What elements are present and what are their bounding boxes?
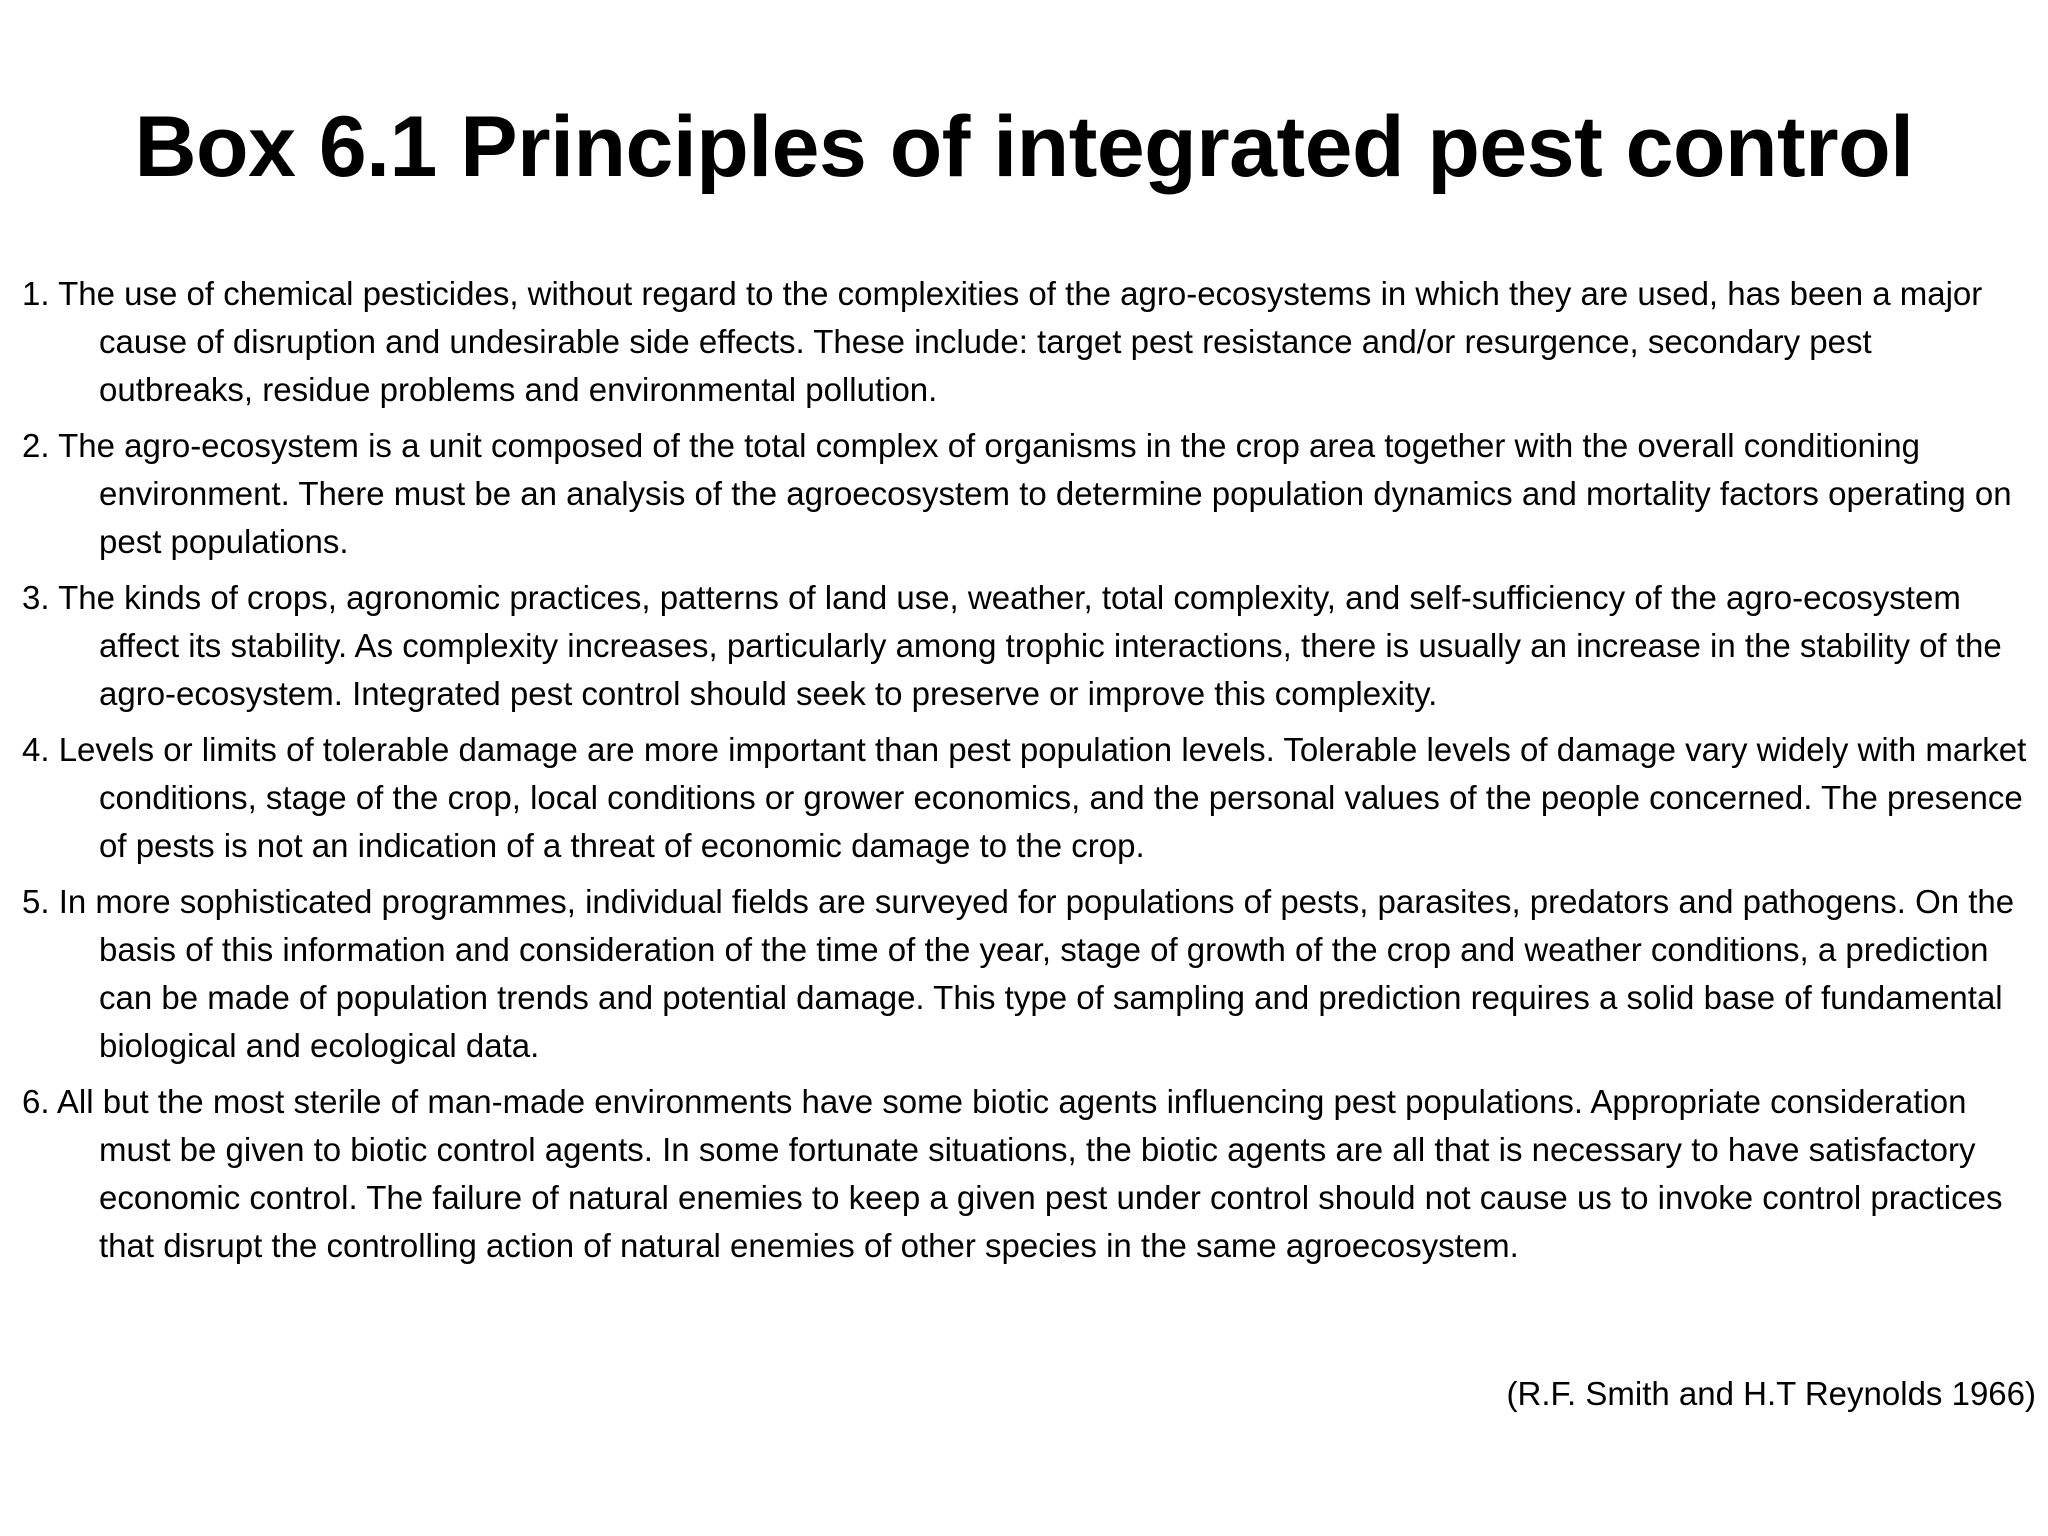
- item-number: 5.: [22, 883, 50, 920]
- item-number: 3.: [22, 579, 50, 616]
- item-number: 1.: [22, 275, 50, 312]
- list-item: [22, 574, 2032, 718]
- item-text: The use of chemical pesticides, without regard to the complexities of the agro-ecosystems in which they are used, has been a major cause of disruption and undesirable side effects. These include: target pest resistance and/or resurgence, secondary pest outbreaks, residue problems and environmental pollution.: [58, 275, 1983, 408]
- item-text: The agro-ecosystem is a unit composed of the total complex of organisms in the crop area together with the overall conditioning environment. There must be an analysis of the agroecosystem to determine population dynamics and mortality factors operating on pest populations.: [58, 427, 2012, 560]
- list-item: [22, 726, 2032, 870]
- item-text: All but the most sterile of man-made environments have some biotic agents influencing pest populations. Appropriate consideration must be given to biotic control agents. In some fortunate situations, the biotic agents are all that is necessary to have satisfactory economic control. The failure of natural enemies to keep a given pest under control should not cause us to invoke control practices that disrupt the controlling action of natural enemies of other species in the same agroecosystem.: [56, 1083, 2003, 1264]
- item-number: 4.: [22, 731, 50, 768]
- list-item: [22, 422, 2032, 566]
- list-item: [22, 1078, 2032, 1270]
- page-title: Box 6.1 Principles of integrated pest control: [134, 99, 1914, 195]
- item-text: In more sophisticated programmes, individual fields are surveyed for populations of pests, parasites, predators and pathogens. On the basis of this information and consideration of the time of the year, stage of growth of the crop and weather conditions, a prediction can be made of population trends and potential damage. This type of sampling and prediction requires a solid base of fundamental biological and ecological data.: [58, 883, 2015, 1064]
- item-number: 2.: [22, 427, 50, 464]
- list-item: [22, 270, 2032, 414]
- list-item: [22, 878, 2032, 1070]
- item-text: Levels or limits of tolerable damage are more important than pest population levels. Tolerable levels of damage vary widely with market conditions, stage of the crop, local conditions or grower economics, and the personal values of the people concerned. The presence of pests is not an indication of a threat of economic damage to the crop.: [58, 731, 2027, 864]
- item-number: 6.: [22, 1083, 50, 1120]
- citation: (R.F. Smith and H.T Reynolds 1966): [1506, 1375, 2036, 1412]
- item-text: The kinds of crops, agronomic practices, patterns of land use, weather, total complexity, and self-sufficiency of the agro-ecosystem affect its stability. As complexity increases, particularly among trophic interactions, there is usually an increase in the stability of the agro-ecosystem. Integrated pest control should seek to preserve or improve this complexity.: [58, 579, 2002, 712]
- principles-list: [22, 270, 2032, 1278]
